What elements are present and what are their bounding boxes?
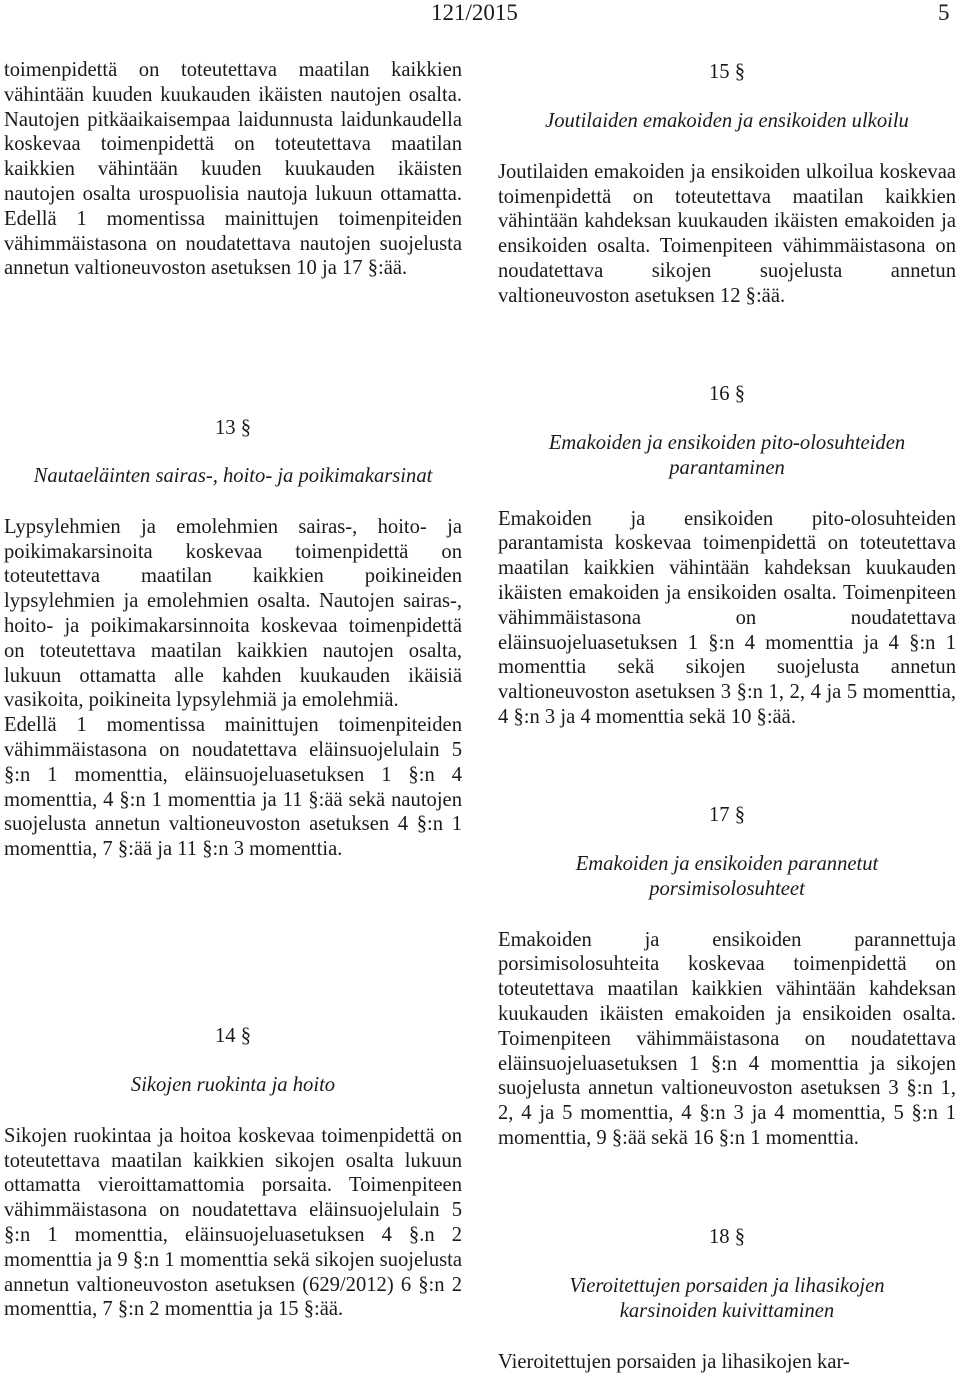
section-15 bbox=[498, 60, 956, 309]
section-14-number: 14 § bbox=[214, 1025, 252, 1047]
section-13-paragraph-1: Lypsylehmien ja emolehmien sairas-, hoito- ja poikimakarsinoita koskevaa toimenpidettä on toteutettava maatilan kaikkien poikineiden lypsylehmien ja emolehmien osalta. Nautojen sairas-, hoito- ja poikimakarsinnoita koskevaa toimenpidettä on toteutettava maatilan kaikkien nautojen osalta, lukuun ottamatta alle kahden kuukauden ikäisiä vasikoita, poikineita lypsylehmiä ja emolehmiä. bbox=[4, 515, 462, 712]
section-17-title: Emakoiden ja ensikoiden parannetut porsimisolosuhteet bbox=[575, 853, 879, 900]
continued-paragraph: toimenpidettä on toteutettava maatilan kaikkien vähintään kuuden kuukauden ikäisten nautojen osalta. Nautojen pitkäaikaisempaa laidunnusta laidunkaudella koskevaa toimenpidettä on toteutettava maatilan kaikkien vähintään kuuden kuukauden ikäisten nautojen osalta urospuolisia nautoja lukuun ottamatta. Edellä 1 momentissa mainittujen toimenpiteiden vähimmäistasona on noudatettava nautojen suojelusta annetun valtioneuvoston asetuksen 10 ja 17 §:ää. bbox=[4, 59, 462, 280]
section-15-title: Joutilaiden emakoiden ja ensikoiden ulkoilu bbox=[545, 110, 909, 132]
section-16 bbox=[498, 382, 956, 730]
section-13-paragraph-2: Edellä 1 momentissa mainittujen toimenpiteiden vähimmäistasona on noudatettava eläinsuojelulain 5 §:n 1 momenttia, eläinsuojeluasetuksen 1 §:n 4 momenttia, 4 §:n 1 momenttia ja 11 §:ää sekä nautojen suojelusta annetun valtioneuvoston asetuksen 4 §:n 1 momenttia, 7 §:ää ja 11 §:n 3 momenttia. bbox=[4, 714, 462, 861]
section-15-number: 15 § bbox=[708, 61, 746, 83]
section-18-number: 18 § bbox=[708, 1226, 746, 1248]
section-15-paragraph-1: Joutilaiden emakoiden ja ensikoiden ulkoilua koskevaa toimenpidettä on toteutettava maatilan kaikkien vähintään kahdeksan kuukauden ikäisten emakoiden ja ensikoiden osalta. Toimenpiteen vähimmäistasona on noudatettava sikojen suojelusta annetun valtioneuvoston asetuksen 12 §:ää. bbox=[498, 160, 956, 307]
section-13-number: 13 § bbox=[214, 417, 252, 439]
section-13 bbox=[4, 416, 462, 862]
page-number: 5 bbox=[938, 0, 950, 25]
section-18 bbox=[498, 1225, 956, 1374]
section-18-title: Vieroitettujen porsaiden ja lihasikojen karsinoiden kuivittaminen bbox=[569, 1275, 885, 1322]
section-13-title: Nautaeläinten sairas-, hoito- ja poikimakarsinat bbox=[33, 465, 433, 487]
section-16-paragraph-1: Emakoiden ja ensikoiden pito-olosuhteiden parantamista koskevaa toimenpidettä on toteutettava maatilan kaikkien vähintään kahdeksan kuukauden ikäisten emakoiden ja ensikoiden osalta. Toimenpiteen vähimmäistasona on noudatettava eläinsuojeluasetuksen 1 §:n 4 momenttia ja 4 §:n 1 momenttia sekä sikojen suojelusta annetun valtioneuvoston asetuksen 3 §:n 1, 2, 4 ja 5 momenttia, 4 §:n 3 ja 4 momenttia sekä 10 §:ää. bbox=[498, 507, 956, 728]
section-17 bbox=[498, 803, 956, 1151]
issue-number: 121/2015 bbox=[431, 0, 518, 25]
left-column bbox=[4, 58, 462, 281]
section-17-number: 17 § bbox=[708, 804, 746, 826]
section-16-title: Emakoiden ja ensikoiden pito-olosuhteiden parantaminen bbox=[548, 432, 906, 479]
section-14 bbox=[4, 1024, 462, 1322]
section-16-number: 16 § bbox=[708, 383, 746, 405]
section-14-paragraph-1: Sikojen ruokintaa ja hoitoa koskevaa toimenpidettä on toteutettava maatilan kaikkien sikojen osalta lukuun ottamatta vieroittamattomia porsaita. Toimenpiteen vähimmäistasona on noudatettava eläinsuojelulain 5 §:n 1 momenttia, eläinsuojeluasetuksen 4 §.n 2 momenttia ja 9 §:n 1 momenttia sekä sikojen suojelusta annetun valtioneuvoston asetuksen (629/2012) 6 §:n 2 momenttia, 7 §:n 2 momenttia ja 15 §:ää. bbox=[4, 1124, 462, 1321]
section-14-title: Sikojen ruokinta ja hoito bbox=[130, 1074, 336, 1096]
section-17-paragraph-1: Emakoiden ja ensikoiden parannettuja porsimisolosuhteita koskevaa toimenpidettä on toteutettava maatilan kaikkien vähintään kahdeksan kuukauden ikäisten emakoiden ja ensikoiden osalta. Toimenpiteen vähimmäistasona on noudatettava eläinsuojeluasetuksen 1 §:n 4 momenttia ja sikojen suojelusta annetun valtioneuvoston asetuksen 3 §:n 1, 2, 4 ja 5 momenttia, 4 §:n 3 ja 4 momenttia, 5 §:n 1 momenttia, 9 §:ää sekä 16 §:n 1 momenttia. bbox=[498, 928, 956, 1149]
section-18-paragraph-1: Vieroitettujen porsaiden ja lihasikojen kar- bbox=[498, 1350, 850, 1373]
